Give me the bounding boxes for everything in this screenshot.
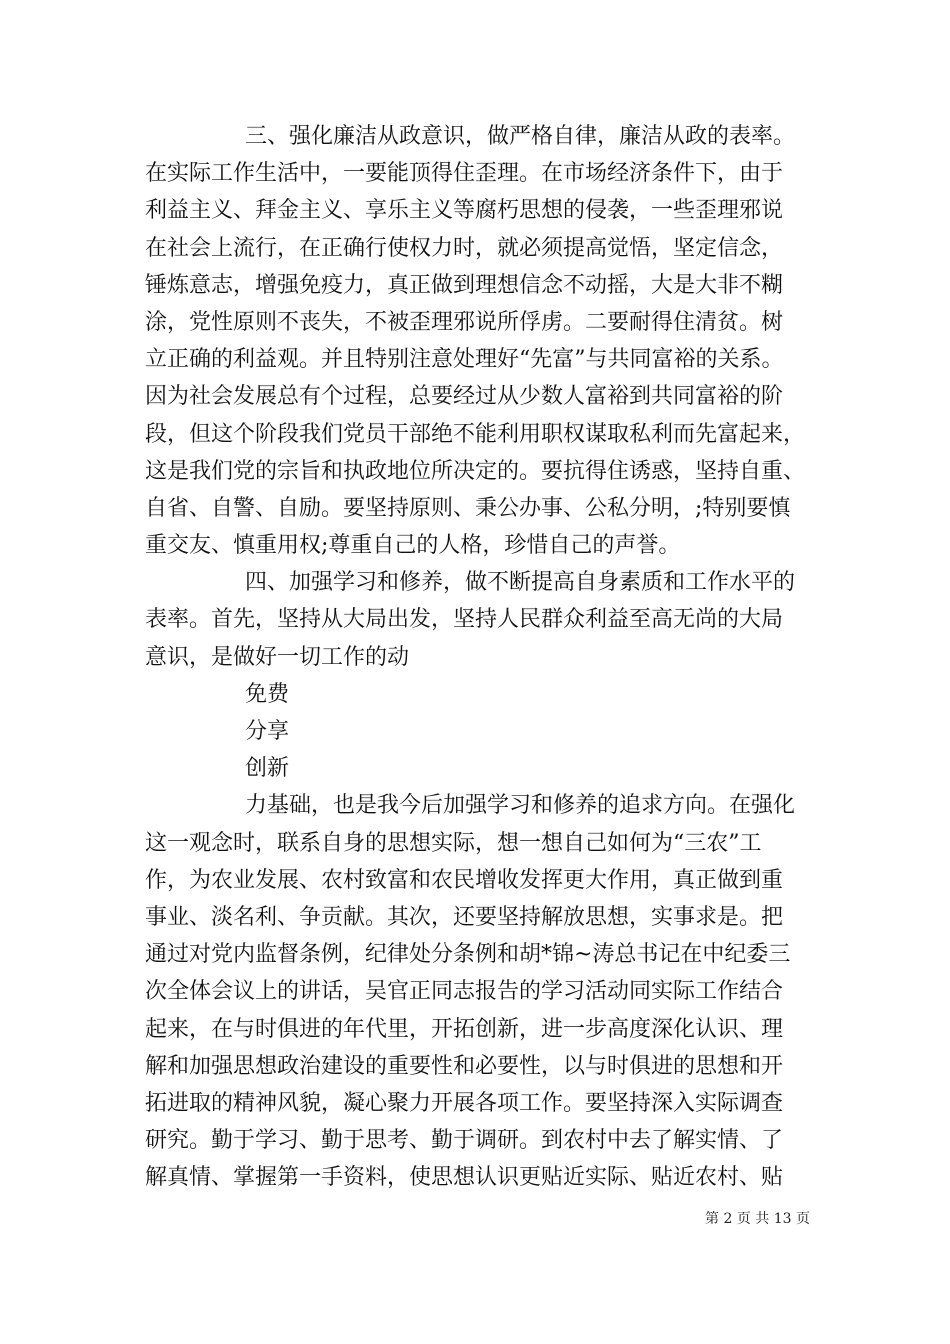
text-line: 这一观念时，联系自身的思想实际，想一想自己如何为“三农”工	[145, 830, 762, 856]
text-line: 重交友、慎重用权;尊重自己的人格，珍惜自己的声誉。	[145, 533, 681, 559]
text-line: 在实际工作生活中，一要能顶得住歪理。在市场经济条件下，由于	[145, 161, 784, 187]
text-line: 起来，在与时俱进的年代里，开拓创新，进一步高度深化认识、理	[145, 1016, 784, 1042]
text-line: 力基础，也是我今后加强学习和修养的追求方向。在强化	[245, 793, 796, 819]
text-line: 段，但这个阶段我们党员干部绝不能利用职权谋取私利而先富起来，	[145, 421, 806, 447]
text-line: 利益主义、拜金主义、享乐主义等腐朽思想的侵袭，一些歪理邪说	[145, 198, 784, 224]
text-line: 立正确的利益观。并且特别注意处理好“先富”与共同富裕的关系。	[145, 347, 784, 373]
text-line: 意识，是做好一切工作的动	[145, 644, 410, 670]
paragraph-heading-4: 四、加强学习和修养，做不断提高自身素质和工作水平的	[245, 570, 796, 596]
text-line: 解和加强思想政治建设的重要性和必要性，以与时俱进的思想和开	[145, 1053, 784, 1079]
inserted-word-share: 分享	[245, 719, 290, 744]
text-line: 次全体会议上的讲话，吴官正同志报告的学习活动同实际工作结合	[145, 979, 784, 1005]
text-line: 在社会上流行，在正确行使权力时，就必须提高觉悟，坚定信念，	[145, 235, 784, 261]
text-line: 锤炼意志，增强免疫力，真正做到理想信念不动摇，大是大非不糊	[145, 272, 784, 298]
text-line: 这是我们党的宗旨和执政地位所决定的。要抗得住诱惑，坚持自重、	[145, 458, 806, 484]
text-line: 涂，党性原则不丧失，不被歪理邪说所俘虏。二要耐得住清贫。树	[145, 309, 784, 335]
text-line: 因为社会发展总有个过程，总要经过从少数人富裕到共同富裕的阶	[145, 384, 784, 410]
text-line: 作，为农业发展、农村致富和农民增收发挥更大作用，真正做到重	[145, 867, 784, 893]
paragraph-heading-3: 三、强化廉洁从政意识，做严格自律，廉洁从政的表率。	[245, 124, 796, 149]
text-line: 解真情、掌握第一手资料，使思想认识更贴近实际、贴近农村、贴	[145, 1165, 784, 1191]
text-line: 通过对党内监督条例，纪律处分条例和胡*锦~涛总书记在中纪委三	[145, 942, 791, 968]
body-text	[145, 118, 810, 1196]
page-indicator: 第 2 页 共 13 页	[705, 1211, 810, 1227]
text-line: 表率。首先，坚持从大局出发，坚持人民群众利益至高无尚的大局	[145, 607, 784, 633]
inserted-word-free: 免费	[245, 681, 290, 707]
inserted-word-innovate: 创新	[245, 756, 290, 782]
text-line: 研究。勤于学习、勤于思考、勤于调研。到农村中去了解实情、了	[145, 1128, 784, 1154]
text-line: 事业、淡名利、争贡献。其次，还要坚持解放思想，实事求是。把	[145, 904, 784, 930]
text-line: 自省、自警、自励。要坚持原则、秉公办事、公私分明，;特别要慎	[145, 495, 791, 521]
text-line: 拓进取的精神风貌，凝心聚力开展各项工作。要坚持深入实际调查	[145, 1090, 784, 1116]
